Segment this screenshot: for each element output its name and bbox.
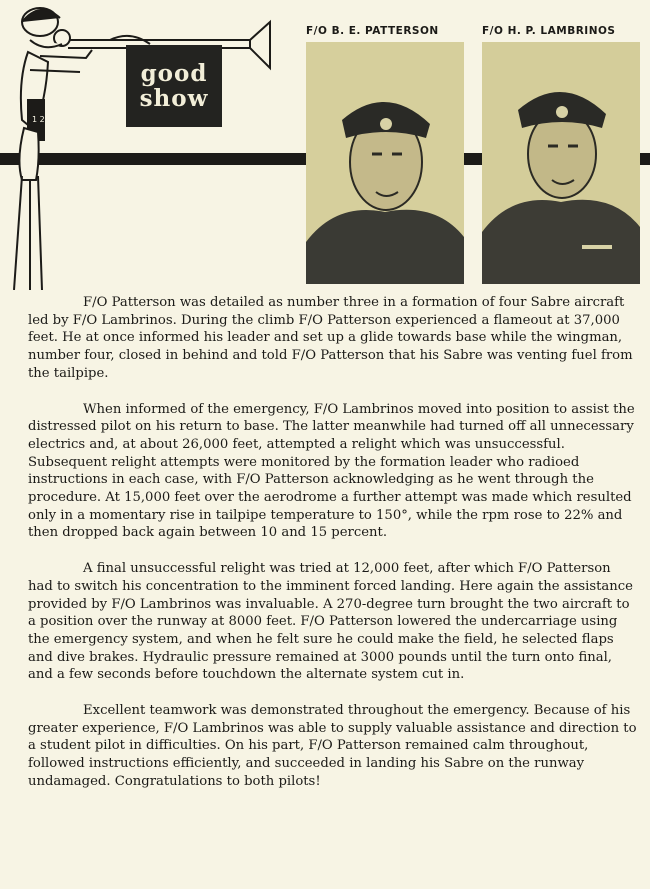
banner-line-2: show xyxy=(139,85,209,112)
herald-trumpeter-illustration xyxy=(0,0,300,290)
article-paragraph: F/O Patterson was detailed as number three in a formation of four Sabre aircraft led by F/O Lambrinos. During the climb F/O Patterson experienced a flameout at 37,000 feet. He at once informed his leader and set up a glide towards base while the wingman, number four, closed in behind and told F/O Patterson that his Sabre was venting fuel from the tailpipe. xyxy=(28,295,633,381)
good-show-banner xyxy=(126,45,222,127)
svg-text:1 2: 1 2 xyxy=(32,115,45,124)
portrait-patterson xyxy=(306,42,464,284)
photo-caption-patterson: F/O B. E. PATTERSON xyxy=(306,25,439,37)
photo-caption-lambrinos: F/O H. P. LAMBRINOS xyxy=(482,25,616,37)
article-paragraph: When informed of the emergency, F/O Lambrinos moved into position to assist the distressed pilot on his return to base. The latter meanwhile had turned off all unnecessary electrics and, at about 26,000 feet, attempted a relight which was unsuccessful. Subsequent relight attempts were monitored by the formation leader who radioed instructions in each case, with F/O Patterson acknowledging as he went through the procedure. At 15,000 feet over the aerodrome a further attempt was made which resulted only in a momentary rise in tailpipe temperature to 150°, while the rpm rose to 22% and then dropped back again between 10 and 15 percent. xyxy=(28,401,635,541)
portrait-lambrinos xyxy=(482,42,640,284)
article-paragraph: A final unsuccessful relight was tried at 12,000 feet, after which F/O Patterson had to switch his concentration to the imminent forced landing. Here again the assistance provided by F/O Lambrinos was invaluable. A 270-degree turn brought the two aircraft to a position over the runway at 8000 feet. F/O Patterson lowered the undercarriage using the emergency system, and when he felt sure he could make the field, he selected flaps and dive brakes. Hydraulic pressure remained at 3000 pounds until the turn onto final, and a few seconds before touchdown the alternate system cut in. xyxy=(28,561,633,683)
article-body xyxy=(28,294,638,809)
banner-line-1: good xyxy=(140,60,208,87)
article-paragraph: Excellent teamwork was demonstrated throughout the emergency. Because of his greater experience, F/O Lambrinos was able to supply valuable assistance and direction to a student pilot in difficulties. On his part, F/O Patterson remained calm throughout, followed instructions efficiently, and succeeded in landing his Sabre on the runway undamaged. Congratulations to both pilots! xyxy=(28,703,637,789)
